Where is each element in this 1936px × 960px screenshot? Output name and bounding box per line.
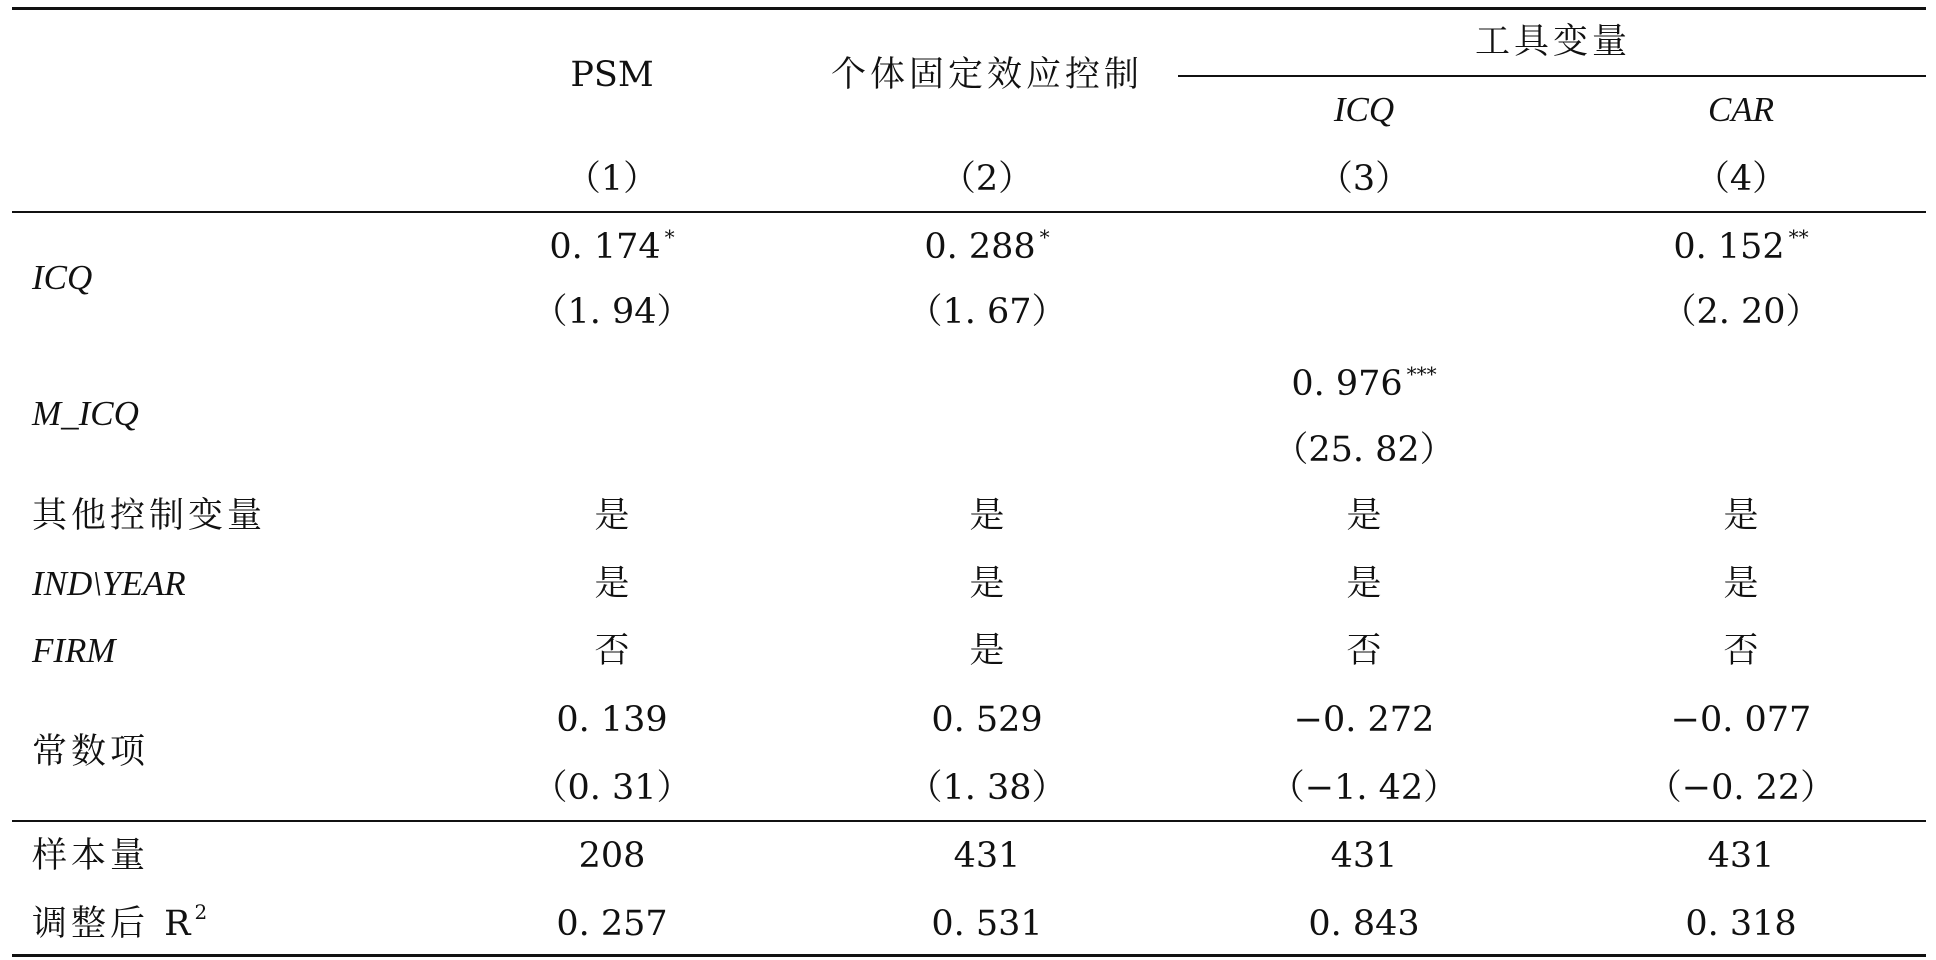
sample-size-col2: 431 bbox=[953, 836, 1021, 876]
constant-col2-tstat: （1. 38） bbox=[907, 768, 1067, 808]
row-label-controls: 其他控制变量 bbox=[32, 496, 267, 536]
header-rule bbox=[12, 211, 1926, 213]
row-label-icq: ICQ bbox=[32, 258, 93, 297]
adjusted-r2-col2: 0. 531 bbox=[931, 904, 1043, 944]
header-car: CAR bbox=[1707, 90, 1775, 129]
constant-col2-coef: 0. 529 bbox=[931, 700, 1043, 740]
controls-col2: 是 bbox=[969, 496, 1005, 536]
constant-col4-tstat: （−0. 22） bbox=[1646, 768, 1836, 808]
row-label-adjusted-r2: 调整后 $R^2$ bbox=[32, 900, 212, 944]
header-col-1: （1） bbox=[565, 159, 659, 199]
controls-col3: 是 bbox=[1346, 496, 1382, 536]
ind-year-col3: 是 bbox=[1346, 564, 1382, 604]
header-col-2: （2） bbox=[940, 159, 1034, 199]
row-label-constant: 常数项 bbox=[32, 732, 150, 772]
constant-col1-tstat: （0. 31） bbox=[532, 768, 692, 808]
firm-col1: 否 bbox=[594, 631, 630, 671]
constant-col3-tstat: （−1. 42） bbox=[1269, 768, 1459, 808]
adjusted-r2-col3: 0. 843 bbox=[1308, 904, 1420, 944]
header-col-3: （3） bbox=[1317, 159, 1411, 199]
instrument-group-rule bbox=[1178, 75, 1926, 77]
ind-year-col1: 是 bbox=[594, 564, 630, 604]
firm-col2: 是 bbox=[969, 631, 1005, 671]
m-icq-col3-coef: 0. 976 *** bbox=[1291, 362, 1437, 404]
header-icq: ICQ bbox=[1333, 90, 1395, 129]
sample-size-col3: 431 bbox=[1330, 836, 1398, 876]
bottom-rule bbox=[12, 954, 1926, 957]
adjusted-r2-col4: 0. 318 bbox=[1685, 904, 1797, 944]
icq-col2-tstat: （1. 67） bbox=[907, 292, 1067, 332]
m-icq-col3-tstat: （25. 82） bbox=[1273, 430, 1455, 470]
row-label-sample-size: 样本量 bbox=[32, 836, 150, 876]
firm-col4: 否 bbox=[1723, 631, 1759, 671]
header-instrument-variable: 工具变量 bbox=[1474, 22, 1632, 62]
ind-year-col2: 是 bbox=[969, 564, 1005, 604]
icq-col1-tstat: （1. 94） bbox=[532, 292, 692, 332]
row-label-firm: FIRM bbox=[32, 631, 116, 670]
row-label-m-icq: M_ICQ bbox=[32, 394, 139, 433]
constant-col4-coef: −0. 077 bbox=[1670, 700, 1812, 740]
sample-size-col1: 208 bbox=[578, 836, 646, 876]
row-label-ind-year: IND\YEAR bbox=[32, 564, 186, 603]
icq-col1-coef: 0. 174 * bbox=[549, 225, 675, 267]
firm-col3: 否 bbox=[1346, 631, 1382, 671]
constant-col3-coef: −0. 272 bbox=[1293, 700, 1435, 740]
icq-col4-coef: 0. 152 ** bbox=[1673, 225, 1809, 267]
constant-col1-coef: 0. 139 bbox=[556, 700, 668, 740]
controls-col1: 是 bbox=[594, 496, 630, 536]
ind-year-col4: 是 bbox=[1723, 564, 1759, 604]
top-rule bbox=[12, 7, 1926, 10]
header-psm: PSM bbox=[570, 55, 654, 95]
adjusted-r2-col1: 0. 257 bbox=[556, 904, 668, 944]
icq-col4-tstat: （2. 20） bbox=[1661, 292, 1821, 332]
controls-col4: 是 bbox=[1723, 496, 1759, 536]
header-col-4: （4） bbox=[1694, 159, 1788, 199]
middle-rule bbox=[12, 820, 1926, 822]
icq-col2-coef: 0. 288 * bbox=[924, 225, 1050, 267]
header-fixed-effects: 个体固定效应控制 bbox=[830, 55, 1144, 95]
sample-size-col4: 431 bbox=[1707, 836, 1775, 876]
